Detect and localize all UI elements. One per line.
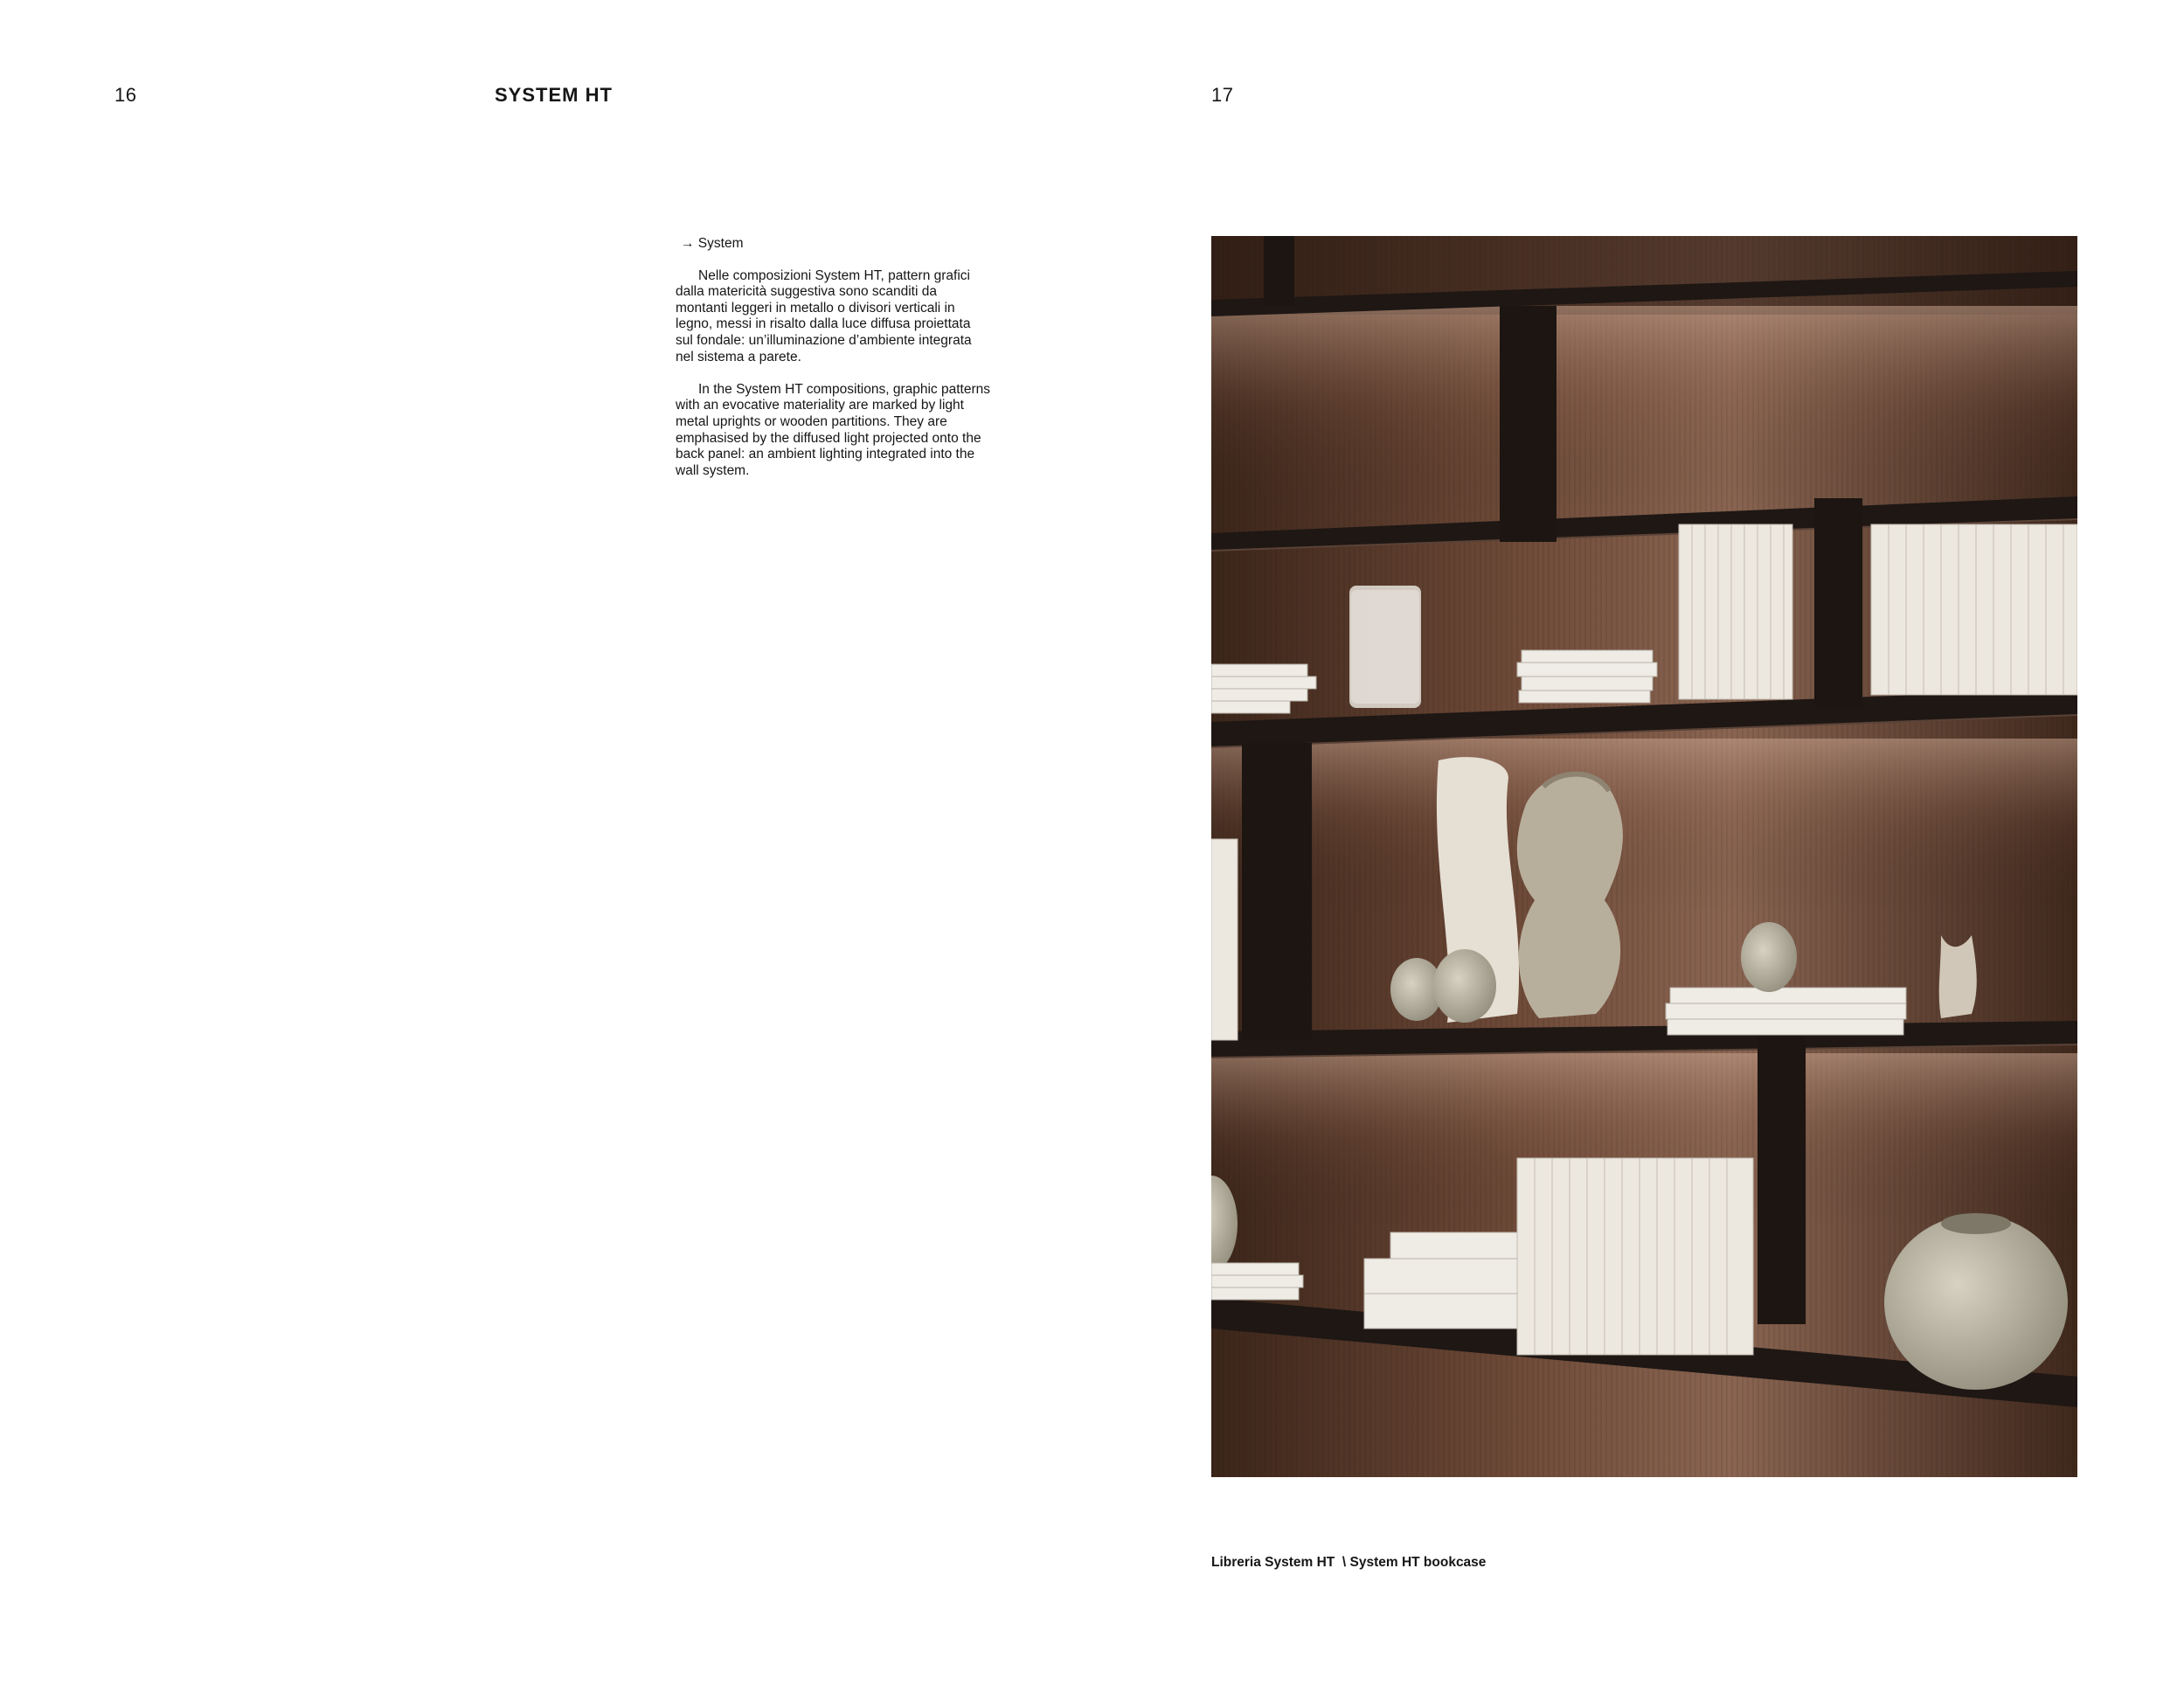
body-text-column	[676, 236, 990, 496]
bookcase-photo	[1211, 236, 2077, 1477]
books-edge-left	[1211, 839, 1238, 1040]
coral-sculpture	[1939, 935, 1977, 1018]
upright-books-right-1	[1679, 524, 1792, 699]
page-number-left: 16	[114, 84, 137, 106]
large-round-vase	[1884, 1215, 2068, 1390]
book-stack-middle-right	[1666, 988, 1906, 1035]
paragraph-english: In the System HT compositions, graphic patterns with an evocative materiality are marked by light metal uprights or wooden partitions. They are emphasised by the diffused light projected onto the back panel: an ambient lighting integrated into the wall system.	[676, 381, 990, 478]
book-stack-lower-left	[1211, 1263, 1303, 1300]
photo-caption: Libreria System HT \ System HT bookcase	[1211, 1555, 1487, 1570]
system-link[interactable]: → System	[681, 236, 744, 251]
upright-books-right-2	[1871, 524, 2077, 695]
paragraph-italian: Nelle composizioni System HT, pattern grafici dalla matericità suggestiva sono scanditi da montanti leggeri in metallo o divisori verticali in legno, messi in risalto dalla luce diffusa proiettata sul fondale: un’illuminazione d’ambiente integrata nel sistema a parete.	[676, 267, 972, 364]
small-jar	[1741, 922, 1797, 992]
page-number-right: 17	[1211, 84, 1234, 106]
section-title: SYSTEM HT	[495, 84, 613, 106]
book-stack-middle	[1517, 650, 1657, 703]
small-pot-2	[1433, 949, 1496, 1023]
